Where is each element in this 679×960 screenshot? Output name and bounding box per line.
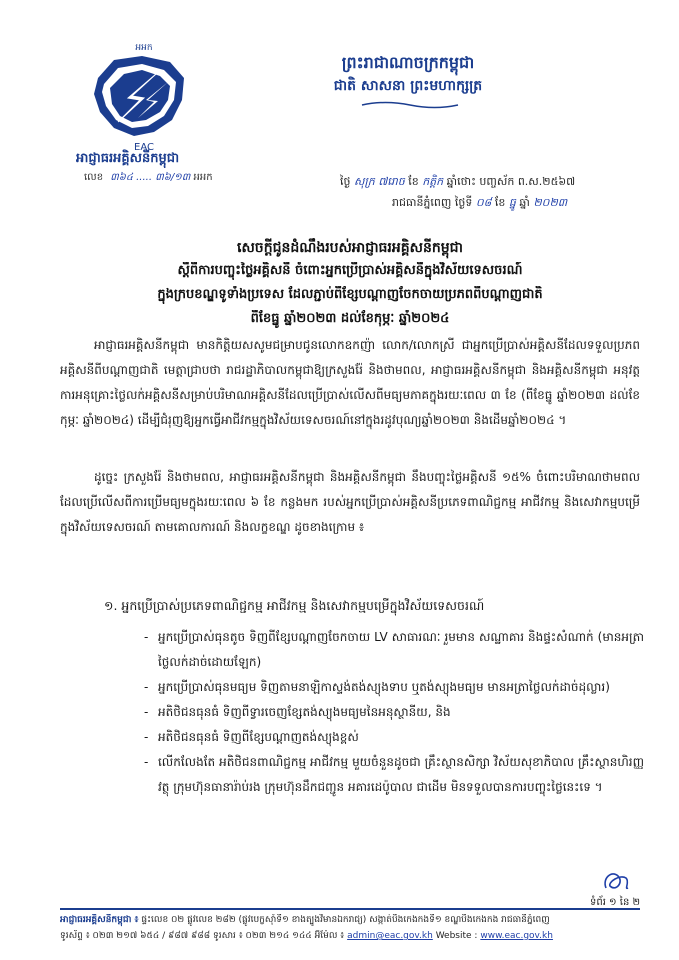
footer-divider bbox=[60, 908, 640, 910]
bullet-item: - អតិថិជនធុនធំ ទិញពីខ្សែបណ្តាញតង់ស្យុងខ្ពស់ bbox=[144, 725, 644, 750]
website-link[interactable]: www.eac.gov.kh bbox=[480, 931, 553, 941]
letter-number-handwritten: ៣៦៤ ..... ៣៦/១៣ bbox=[110, 172, 191, 183]
ornament-divider-icon bbox=[360, 100, 460, 110]
solar-date-month-label: ខែ bbox=[494, 196, 506, 209]
letter-number-suffix: អអក bbox=[193, 172, 213, 183]
phone-number: ០២៣ ២១៧ ៦៥៤ / ៩៨៧ ៩៨៨ bbox=[92, 931, 211, 941]
bullet-item: - លើកលែងតែ អតិថិជនពាណិជ្ជកម្ម អាជីវកម្ម មួយចំនួនដូចជា គ្រឹះស្ថានសិក្សា វិស័យសុខាភិបាល គ្រឹះស្ថានហិរញ្ញវត្ថុ ក្រុមហ៊ុនធានារ៉ាប់រង ក្រុមហ៊ុនដឹកជញ្ជូន អគារដេប៉ូបាល ជាដើម មិនទទួលបានការបញ្ចុះថ្លៃនេះទេ ។ bbox=[144, 750, 644, 800]
body-paragraph-1: អាជ្ញាធរអគ្គិសនីកម្ពុជា មានកិត្តិយសសូមជម្រាបជូនលោកឧកញ៉ា លោក/លោកស្រី ជាអ្នកប្រើប្រាស់អគ្គិសនីដែលទទួលប្រភពអគ្គិសនីពីបណ្តាញជាតិ មេត្តាជ្រាបថា រាជរដ្ឋាភិបាលកម្ពុជាឱ្យក្រសួងរ៉ែ និងថាមពល, អាជ្ញាធរអគ្គិសនីកម្ពុជា និងអគ្គិសនីកម្ពុជា អនុវត្តការអនុគ្រោះថ្លៃលក់អគ្គិសនីសម្រាប់បរិមាណអគ្គិសនីដែលប្រើប្រាស់លើសពីមធ្យមភាគក្នុងរយៈពេល ៣ ខែ (ពីខែធ្នូ ឆ្នាំ២០២៣ ដល់ខែកុម្ភៈ ឆ្នាំ២០២៤) ដើម្បីជំរុញឱ្យអ្នកធ្វើអាជីវកម្មក្នុងវិស័យទេសចរណ៍នៅក្នុងរដូវបុណ្យឆ្នាំ២០២៣ និងដើមឆ្នាំ២០២៤ ។ bbox=[60, 338, 640, 427]
kingdom-heading: ព្រះរាជាណាចក្រកម្ពុជា bbox=[341, 53, 475, 72]
notice-subject-line-2: ក្នុងក្របខណ្ឌទូទាំងប្រទេស ដែលភ្ជាប់ពីខ្សែបណ្តាញចែកចាយប្រភពពីបណ្តាញជាតិ bbox=[157, 287, 543, 302]
letter-number bbox=[84, 170, 213, 185]
eac-logo bbox=[84, 38, 194, 158]
footer-address bbox=[60, 914, 640, 927]
fax-label: ទូរសារ ៖ bbox=[213, 931, 243, 941]
email-link[interactable]: admin@eac.gov.kh bbox=[347, 931, 433, 941]
body-paragraph-2: ដូច្នេះ ក្រសួងរ៉ែ និងថាមពល, អាជ្ញាធរអគ្គិសនីកម្ពុជា និងអគ្គិសនីកម្ពុជា នឹងបញ្ចុះថ្លៃអគ្គិសនី ១៥% ចំពោះបរិមាណថាមពលដែលប្រើលើសពីការប្រើមធ្យមក្នុងរយៈពេល ៦ ខែ កន្លងមក របស់អ្នកប្រើប្រាស់អគ្គិសនីប្រភេទពាណិជ្ជកម្ម អាជីវកម្ម និងសេវាកម្មបម្រើក្នុងវិស័យទេសចរណ៍ តាមគោលការណ៍ និងលក្ខខណ្ឌ ដូចខាងក្រោម ៖ bbox=[60, 470, 640, 534]
page-number: ទំព័រ ១ នៃ ២ bbox=[590, 897, 641, 908]
lunar-date-prefix: ថ្ងៃ bbox=[340, 175, 351, 188]
national-motto: ជាតិ សាសនា ព្រះមហាក្សត្រ bbox=[333, 78, 483, 94]
logo-top-text: អអក bbox=[135, 43, 153, 53]
solar-date-prefix: រាជធានីភ្នំពេញ ថ្ងៃទី bbox=[392, 196, 473, 209]
bullet-item: - អ្នកប្រើប្រាស់ធុនមធ្យម ទិញតាមនាឡិកាស្ទង់តង់ស្យុងទាប ឬតង់ស្យុងមធ្យម មានអត្រាថ្លៃលក់ដាច់ដុល្លារ) bbox=[144, 675, 644, 700]
notice-subject-line-1: ស្តីពីការបញ្ចុះថ្លៃអគ្គិសនី ចំពោះអ្នកប្រើប្រាស់អគ្គិសនីក្នុងវិស័យទេសចរណ៍ bbox=[177, 263, 523, 278]
item-1-bullet-list bbox=[144, 625, 644, 800]
phone-label: ទូរស័ព្ទ ៖ bbox=[60, 931, 90, 941]
solar-date-year-label: ឆ្នាំ bbox=[519, 196, 530, 209]
solar-date-year: ២០២៣ bbox=[533, 196, 568, 209]
footer-contacts bbox=[60, 930, 650, 943]
website-label: Website : bbox=[435, 931, 478, 941]
notice-title: សេចក្តីជូនដំណឹងរបស់អាជ្ញាធរអគ្គិសនីកម្ពុជា bbox=[237, 240, 463, 256]
authority-name: អាជ្ញាធរអគ្គិសនីកម្ពុជា bbox=[76, 151, 180, 166]
email-label: អ៊ីម៉ែល ៖ bbox=[314, 931, 345, 941]
letter-number-prefix: លេខ bbox=[84, 172, 104, 183]
lunar-date-month: កត្តិក bbox=[422, 175, 444, 188]
lunar-date-day: សុក្រ ៧រោច bbox=[353, 175, 405, 188]
lunar-date-suffix: ឆ្នាំថោះ បញ្ចស័ក ព.ស.២៥៦៧ bbox=[446, 175, 576, 188]
item-1-heading: ១. អ្នកប្រើប្រាស់ប្រភេទពាណិជ្ជកម្ម អាជីវកម្ម និងសេវាកម្មបម្រើក្នុងវិស័យទេសចរណ៍ bbox=[104, 598, 485, 613]
solar-date bbox=[392, 196, 642, 212]
lunar-date-month-label: ខែ bbox=[408, 175, 419, 188]
footer-address-label: អាជ្ញាធរអគ្គិសនីកម្ពុជា ៖ bbox=[60, 915, 139, 925]
bullet-item: - អ្នកប្រើប្រាស់ធុនតូច ទិញពីខ្សែបណ្តាញចែកចាយ LV សាធារណៈ រួមមាន សណ្ឋាគារ និងផ្ទះសំណាក់ (មានអត្រាថ្លៃលក់ដាច់ដោយឡែក) bbox=[144, 625, 644, 675]
footer-address-text: ផ្ទះលេខ ០២ ផ្លូវលេខ ២៨២ (ផ្លូវបេក្ខស៊ាំទី១ ខាងត្បូងវិមានឯករាជ្យ) សង្កាត់បឹងកេងកងទី១ ខណ្ឌបឹងកេងកង រាជធានីភ្នំពេញ bbox=[141, 915, 550, 925]
notice-subject-line-3: ពីខែធ្នូ ឆ្នាំ២០២៣ ដល់ខែកុម្ភៈ ឆ្នាំ២០២៤ bbox=[250, 311, 450, 326]
bullet-item: - អតិថិជនធុនធំ ទិញពីទ្វារចេញខ្សែតង់ស្យុងមធ្យមនៃអនុស្ថានីយ, និង bbox=[144, 700, 644, 725]
fax-number: ០២៣ ២១៤ ១៤៤ bbox=[245, 931, 312, 941]
solar-date-day: ០៨ bbox=[475, 196, 492, 209]
logo-bottom-text: EAC bbox=[134, 142, 154, 153]
lunar-date bbox=[340, 175, 640, 191]
cambodia-map-lightning-icon bbox=[84, 38, 194, 158]
solar-date-month: ធ្នូ bbox=[508, 196, 516, 209]
initial-signature-icon bbox=[598, 868, 634, 896]
